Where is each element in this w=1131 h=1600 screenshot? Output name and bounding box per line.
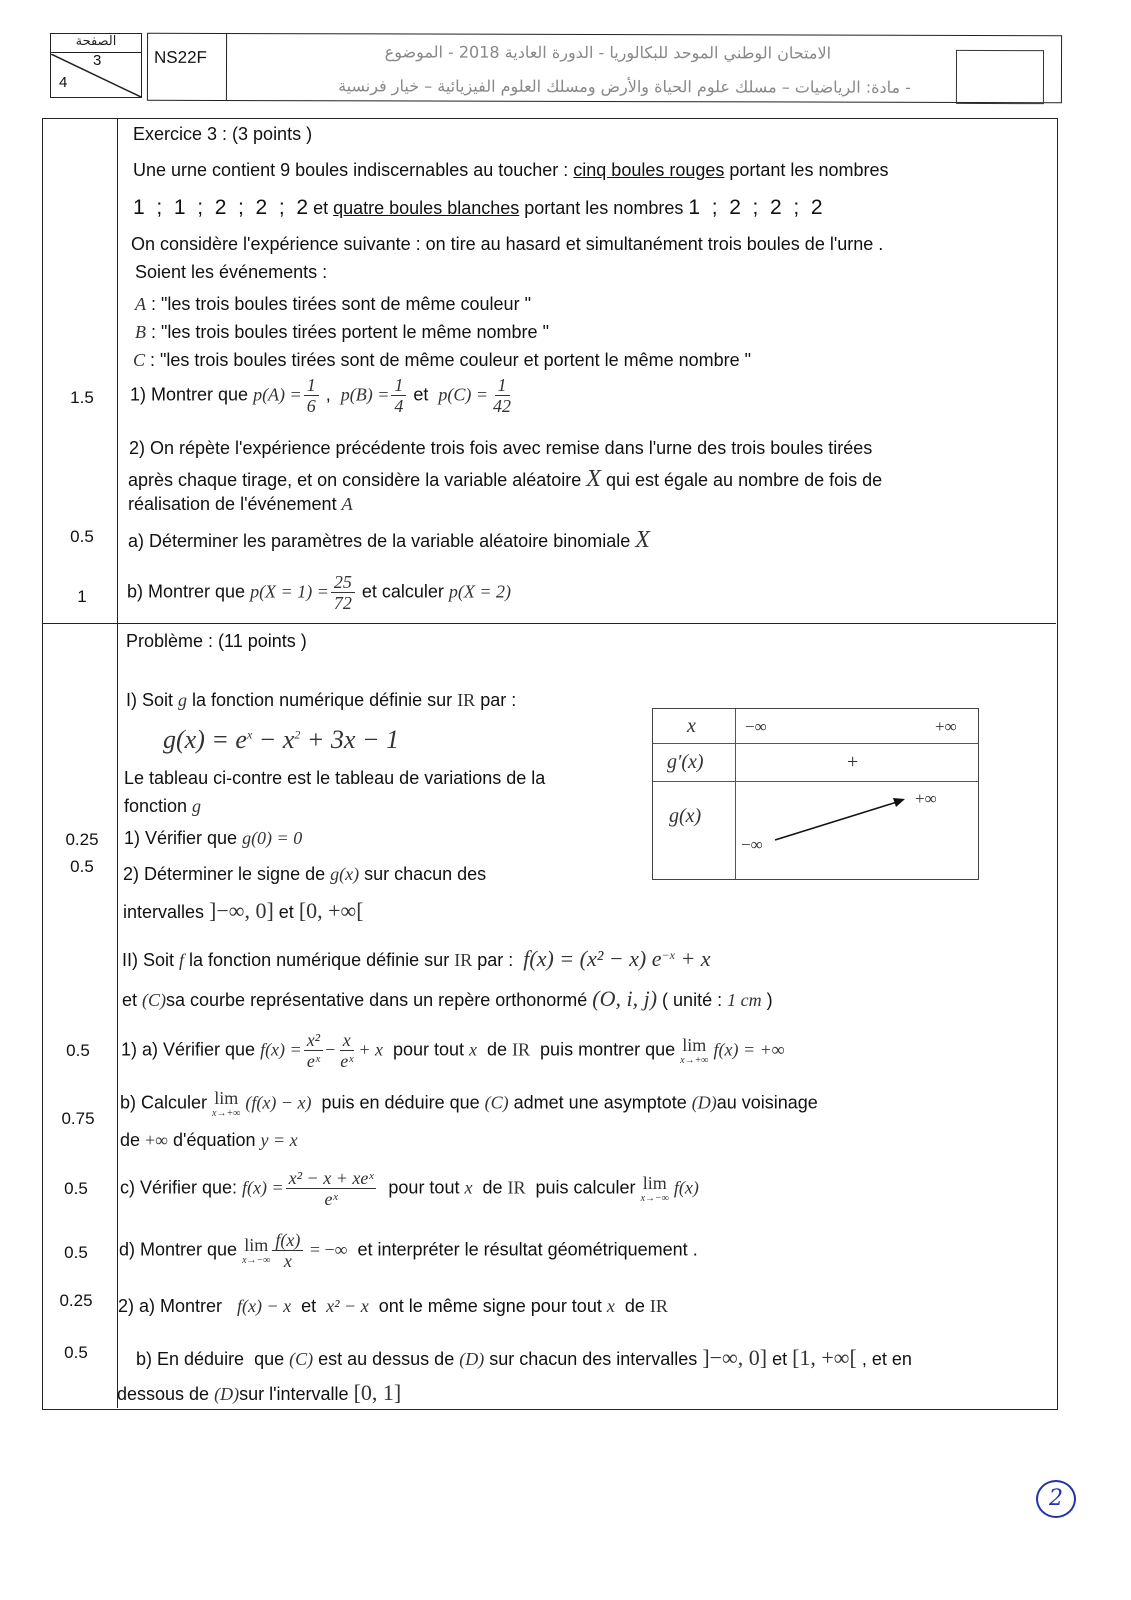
text: est au dessus de	[313, 1349, 460, 1369]
math: f(x) = (x² − x) e	[523, 946, 662, 971]
text-line	[122, 986, 773, 1012]
text: la fonction numérique définie sur	[184, 950, 455, 970]
math: IR	[507, 1177, 526, 1198]
text: sur l'intervalle	[239, 1384, 354, 1404]
text: et	[122, 990, 143, 1010]
text-line	[122, 946, 711, 972]
math: IR	[454, 950, 473, 970]
vt-x-label: x	[687, 715, 696, 737]
math: p(B) =	[340, 384, 390, 405]
text: par :	[475, 690, 517, 710]
text: lim	[214, 1088, 239, 1108]
math: −	[325, 1039, 336, 1060]
text: 1	[304, 375, 319, 396]
text: Une urne contient 9 boules indiscernables au toucher :	[133, 160, 574, 180]
math: y = x	[260, 1130, 298, 1150]
math: A	[135, 294, 146, 314]
text: 1	[495, 375, 510, 396]
math: A	[341, 494, 353, 514]
fraction	[304, 375, 319, 416]
text: et	[291, 1296, 327, 1316]
math: X	[586, 466, 601, 492]
question-II-1c	[120, 1168, 699, 1209]
numbers: 1 ; 1 ; 2 ; 2 ; 2	[133, 196, 309, 219]
page-total: 4	[59, 74, 68, 91]
text-line	[133, 196, 823, 220]
text: admet une asymptote	[508, 1092, 692, 1113]
text: c) Vérifier que:	[120, 1177, 243, 1198]
exercise-title: Exercice 3 : (3 points )	[133, 124, 313, 144]
text: dessous de	[117, 1384, 215, 1404]
question-I-1	[124, 828, 302, 849]
text: de	[614, 1296, 650, 1316]
exam-code: NS22F	[154, 47, 207, 67]
math	[272, 1230, 303, 1271]
text-line	[133, 160, 888, 181]
math: g(x) = e	[163, 725, 247, 754]
text: x	[340, 1030, 354, 1051]
text: eˣ	[306, 1051, 320, 1071]
text: 42	[493, 396, 512, 416]
text: et	[273, 902, 299, 922]
math: g(0) = 0	[242, 828, 303, 848]
text: , et en	[856, 1349, 912, 1369]
event-c	[133, 350, 751, 371]
text: puis calculer	[525, 1177, 641, 1198]
text	[242, 1235, 270, 1266]
text	[680, 1035, 708, 1066]
fraction	[490, 375, 514, 416]
text: portant les nombres	[519, 198, 689, 218]
text: I) Soit	[126, 690, 179, 710]
text: 1) Vérifier que	[124, 828, 243, 848]
question-2a	[128, 527, 650, 554]
text: ont le même signe pour tout	[368, 1296, 607, 1316]
text: : "les trois boules tirées portent le même nombre "	[146, 322, 549, 342]
math: X	[635, 527, 650, 553]
text	[226, 34, 227, 100]
math	[304, 1030, 323, 1071]
text: b) Montrer que	[127, 581, 251, 602]
score: 0.5	[66, 1041, 90, 1060]
text: x	[283, 1251, 292, 1271]
event-b	[135, 322, 549, 343]
text: réalisation de l'événement	[128, 494, 342, 514]
vt-g-label: g(x)	[669, 805, 702, 827]
math: [0, 1]	[353, 1380, 402, 1405]
question-II-1b	[120, 1088, 818, 1119]
text	[775, 802, 897, 840]
math: g	[192, 796, 202, 816]
math: IR	[457, 690, 476, 710]
math: x	[246, 727, 253, 742]
question-2b	[127, 572, 511, 613]
math: [0, +∞[	[298, 898, 364, 923]
text: f(x)	[272, 1230, 303, 1251]
text-line	[123, 898, 364, 924]
math: 2	[294, 727, 301, 742]
math: C	[133, 350, 146, 370]
text: 1) Montrer que	[130, 384, 254, 405]
text: ,	[320, 384, 336, 405]
vt-plus-infinity: +∞	[935, 717, 957, 736]
math	[286, 1168, 377, 1209]
text: et calculer	[356, 581, 449, 602]
math: x	[606, 1296, 615, 1316]
text: d) Montrer que	[119, 1239, 243, 1260]
math: f(x)	[673, 1177, 699, 1198]
text: 1) a) Vérifier que	[121, 1039, 261, 1060]
text: par :	[472, 950, 514, 970]
text: 72	[333, 593, 352, 613]
text-line	[117, 1380, 401, 1406]
text: : "les trois boules tirées sont de même couleur et portent le même nombre "	[145, 350, 752, 370]
question-II-1d	[119, 1230, 698, 1271]
score: 0.5	[64, 1343, 88, 1362]
math: + x	[674, 946, 711, 971]
text: puis en déduire que	[311, 1092, 485, 1113]
math: f(x) =	[260, 1039, 302, 1060]
math: − x	[252, 725, 295, 754]
text-line: Soient les événements :	[135, 262, 328, 282]
text: de	[120, 1130, 146, 1150]
question-II-2a	[118, 1296, 668, 1317]
text-line	[120, 1130, 298, 1151]
score: 1.5	[70, 388, 94, 407]
vt-derivative-label: g′(x)	[667, 751, 704, 773]
math: ]−∞, 0]	[209, 898, 274, 923]
text: la fonction numérique définie sur	[187, 690, 458, 710]
math: p(X = 1) =	[250, 581, 329, 602]
text: eˣ	[340, 1051, 354, 1071]
math: IR	[649, 1296, 668, 1316]
text: a) Déterminer les paramètres de la variable aléatoire binomiale	[128, 531, 636, 551]
text: lim	[642, 1173, 667, 1193]
math: = −∞	[305, 1239, 348, 1260]
underlined-text: cinq boules rouges	[573, 160, 725, 180]
text: lim	[682, 1035, 707, 1055]
math: f(x) − x	[237, 1296, 292, 1316]
text: de	[477, 1039, 513, 1060]
text: et interpréter le résultat géométriquement .	[347, 1239, 698, 1260]
vt-minus-infinity: −∞	[745, 717, 767, 736]
page-current: 3	[93, 52, 102, 69]
event-a	[135, 294, 531, 315]
math: −x	[661, 948, 675, 962]
math: g(x)	[330, 864, 360, 884]
text: II) Soit	[122, 950, 180, 970]
text: x² − x + xeˣ	[286, 1168, 377, 1189]
text: puis montrer que	[530, 1039, 681, 1060]
text: 2) a) Montrer	[118, 1296, 238, 1316]
text: portant les nombres	[724, 160, 889, 180]
math: 1 cm	[727, 990, 762, 1010]
math: x	[464, 1177, 473, 1198]
exam-subject-ar: - مادة: الرياضيات – مسلك علوم الحياة والأرض ومسلك العلوم الفيزيائية – خيار فرنسية	[338, 76, 911, 97]
text: sur chacun des intervalles	[484, 1349, 703, 1369]
math: p(X = 2)	[448, 581, 512, 602]
math: g	[178, 690, 188, 710]
text: eˣ	[324, 1189, 338, 1209]
handwritten-page-mark: 2	[1036, 1480, 1076, 1518]
text	[212, 1088, 240, 1119]
text: x→+∞	[212, 1108, 241, 1119]
text: et	[408, 384, 434, 405]
g-definition	[163, 724, 399, 755]
question-I-2	[123, 864, 486, 885]
problem-title: Problème : (11 points )	[126, 631, 307, 651]
math: + 3x − 1	[300, 725, 400, 754]
math: +∞	[145, 1130, 169, 1150]
score-column-divider	[117, 118, 118, 1408]
score: 0.5	[64, 1243, 88, 1262]
math: (O, i, j)	[592, 986, 658, 1011]
exam-title-ar: الامتحان الوطني الموحد للبكالوريا - الدورة العادية 2018 - الموضوع	[384, 42, 832, 63]
score: 0.25	[65, 830, 99, 849]
variation-table	[652, 708, 979, 880]
text-line: Le tableau ci-contre est le tableau de variations de la	[124, 768, 546, 788]
math: (D)	[691, 1092, 717, 1113]
math: f	[179, 950, 185, 970]
math: (C)	[142, 990, 167, 1010]
math: ]−∞, 0]	[702, 1345, 768, 1370]
score: 0.5	[70, 857, 94, 876]
math: (C)	[289, 1349, 314, 1369]
math: + x	[358, 1039, 383, 1060]
section-divider	[42, 623, 1056, 624]
math: (D)	[459, 1349, 485, 1369]
text	[893, 798, 905, 807]
text-line	[128, 466, 882, 493]
math: (f(x) − x)	[245, 1092, 312, 1113]
math: f(x) =	[242, 1177, 284, 1198]
fraction	[391, 375, 406, 416]
text: b) En déduire que	[136, 1349, 290, 1369]
text-line	[126, 690, 516, 711]
text: et	[767, 1349, 793, 1369]
text: sa courbe représentative dans un repère orthonormé	[166, 990, 593, 1010]
text: sur chacun des	[359, 864, 487, 884]
question-II-2b	[136, 1345, 912, 1371]
text: 6	[306, 396, 316, 416]
text: pour tout	[378, 1177, 465, 1198]
text-line	[128, 494, 353, 515]
text: d'équation	[168, 1130, 261, 1150]
page-label: الصفحة	[51, 34, 141, 53]
text: après chaque tirage, et on considère la variable aléatoire	[128, 470, 587, 490]
text: ( unité :	[657, 990, 728, 1010]
text: lim	[244, 1235, 269, 1255]
vt-high-limit: +∞	[915, 789, 937, 808]
math: p(A) =	[253, 384, 302, 405]
question-II-1a	[121, 1030, 785, 1071]
math: x² − x	[326, 1296, 369, 1316]
math: (C)	[484, 1092, 509, 1113]
text: 25	[331, 572, 355, 593]
text: et	[308, 198, 334, 218]
text: )	[761, 990, 773, 1010]
vt-low-limit: −∞	[741, 835, 763, 854]
text: 2) Déterminer le signe de	[123, 864, 331, 884]
text-line: On considère l'expérience suivante : on tire au hasard et simultanément trois boules de l'urne .	[131, 234, 884, 254]
text: x→−∞	[640, 1193, 669, 1204]
text: 1	[391, 375, 406, 396]
math: [1, +∞[	[792, 1345, 857, 1370]
header-frame	[147, 33, 1062, 103]
text: x→+∞	[680, 1055, 709, 1066]
text-line: 2) On répète l'expérience précédente trois fois avec remise dans l'urne des trois boules tirées	[129, 438, 873, 458]
page-number-box	[50, 33, 142, 98]
math	[337, 1030, 356, 1071]
text: b) Calculer	[120, 1092, 213, 1113]
score: 1	[77, 587, 87, 606]
text: x→−∞	[242, 1255, 271, 1266]
increasing-arrow-icon	[653, 709, 978, 879]
score: 0.25	[59, 1291, 93, 1310]
text: au voisinage	[716, 1092, 818, 1113]
vt-sign: +	[847, 751, 859, 773]
text: intervalles	[123, 902, 210, 922]
text: pour tout	[382, 1039, 470, 1060]
text: de	[472, 1177, 508, 1198]
text: fonction	[124, 796, 193, 816]
score: 0.75	[61, 1109, 95, 1128]
math: (D)	[214, 1384, 240, 1404]
math: f(x) = +∞	[713, 1039, 785, 1060]
question-1	[130, 375, 516, 416]
math: IR	[512, 1039, 531, 1060]
header-empty-box	[956, 50, 1044, 104]
fraction	[331, 572, 355, 613]
math: p(C) =	[438, 384, 489, 405]
text: qui est égale au nombre de fois de	[600, 470, 883, 490]
text: x²	[304, 1030, 323, 1051]
text	[641, 1173, 669, 1204]
text: 4	[394, 396, 404, 416]
math: B	[135, 322, 146, 342]
text: : "les trois boules tirées sont de même couleur "	[146, 294, 531, 314]
text-line	[124, 796, 201, 817]
numbers: 1 ; 2 ; 2 ; 2	[688, 196, 823, 219]
underlined-text: quatre boules blanches	[333, 198, 520, 218]
score: 0.5	[70, 527, 94, 546]
score: 0.5	[64, 1179, 88, 1198]
math: x	[469, 1039, 478, 1060]
